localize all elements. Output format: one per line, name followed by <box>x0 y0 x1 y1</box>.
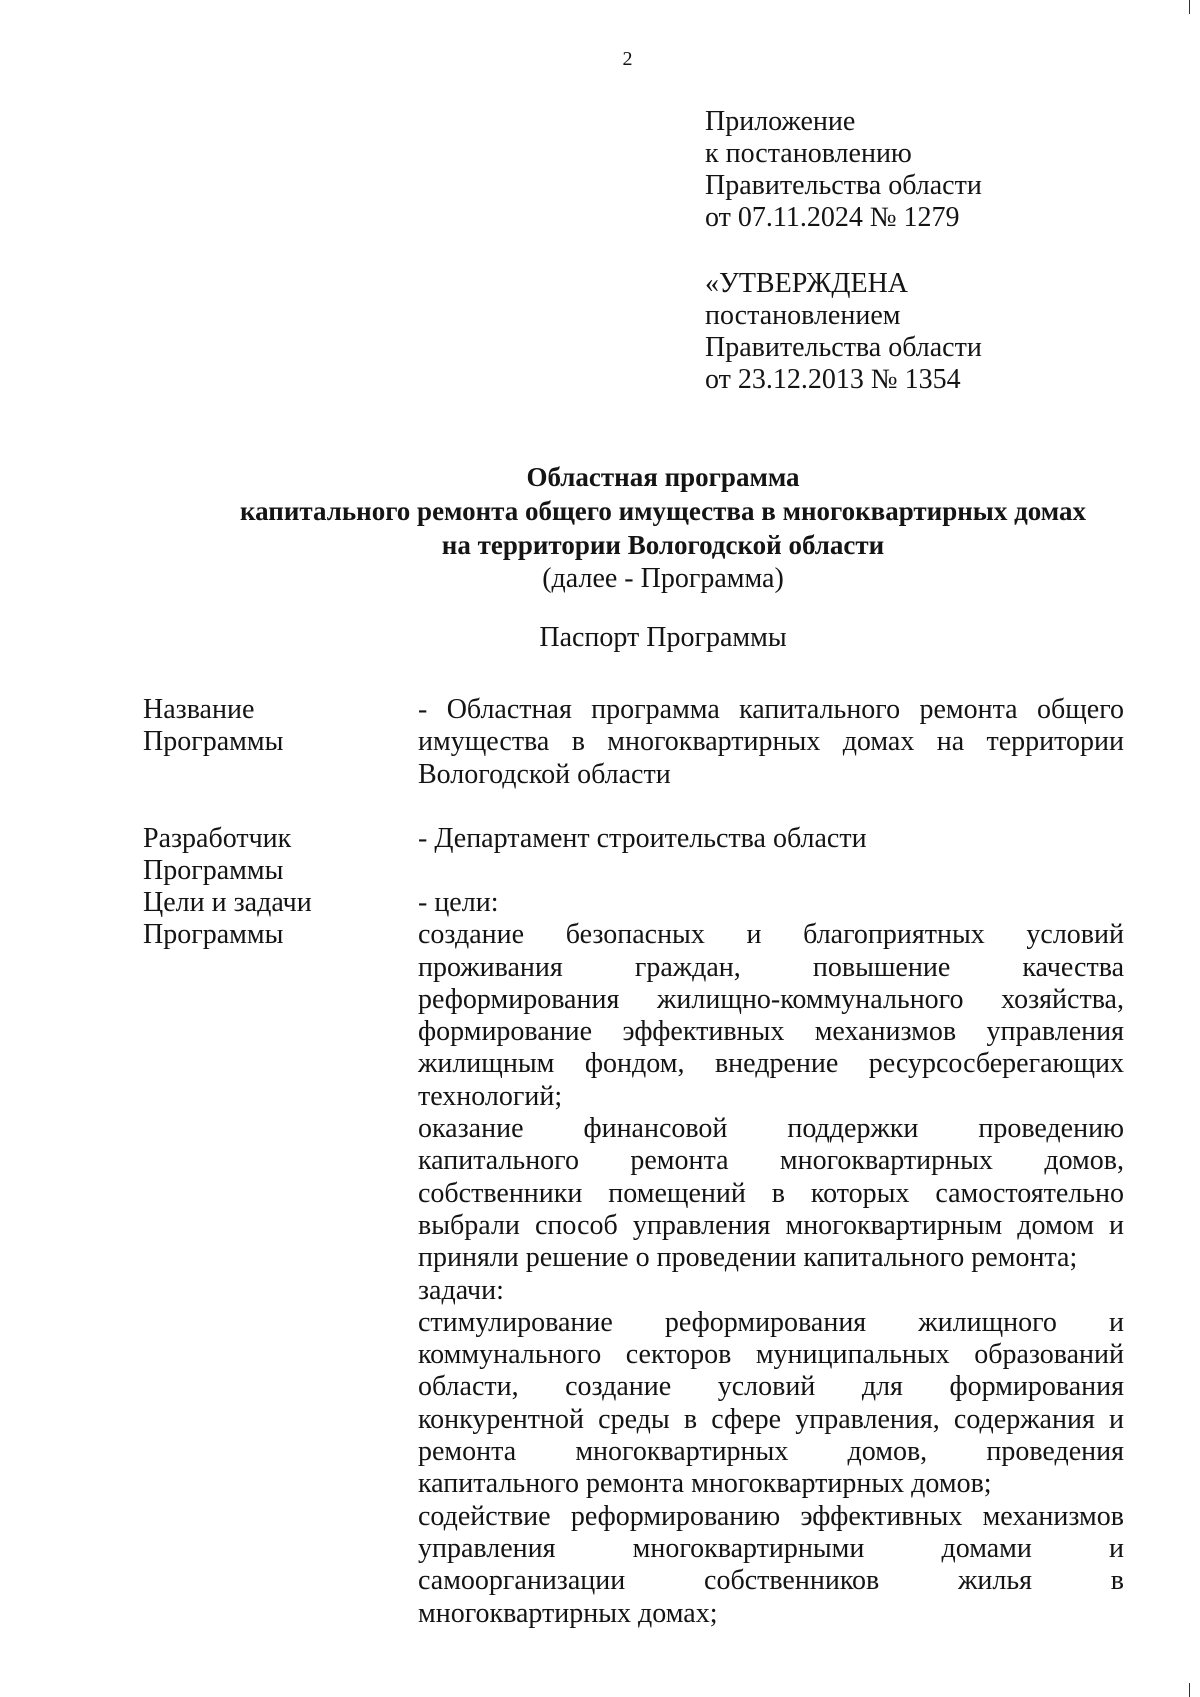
passport-row-label <box>143 887 312 951</box>
label-line: Разработчик <box>143 823 292 854</box>
value-paragraph: содействие реформированию эффективных механизмов управления многоквартирными домами и самоорганизации собственников жилья в многоквартирных домах; <box>418 1500 1124 1629</box>
value-paragraph: стимулирование реформирования жилищного и коммунального секторов муниципальных образований области, создание условий для формирования конкурентной среды в сфере управления, содержания и ремонта многоквартирных домов, проведения капитального ремонта многоквартирных домов; <box>418 1306 1124 1500</box>
value-paragraph: - Областная программа капитального ремонта общего имущества в многоквартирных домах на территории Вологодской области <box>418 694 1124 790</box>
value-paragraph: создание безопасных и благоприятных условий проживания граждан, повышение качества реформирования жилищно-коммунального хозяйства, формирование эффективных механизмов управления жилищным фондом, внедрение ресурсосберегающих технологий; <box>418 919 1124 1112</box>
label-line: Программы <box>143 726 284 757</box>
value-paragraph: задачи: <box>418 1274 504 1306</box>
label-line: Название <box>143 694 255 725</box>
passport-row-value <box>418 823 1124 855</box>
passport-row-label <box>143 823 291 887</box>
title-line: на территории Вологодской области <box>441 530 885 560</box>
scan-edge-mark <box>1189 0 1190 14</box>
label-line: Программы <box>143 855 284 886</box>
annex-line: от 07.11.2024 № 1279 <box>705 202 960 233</box>
approval-line: «УТВЕРЖДЕНА <box>705 268 909 299</box>
passport-heading: Паспорт Программы <box>539 622 787 653</box>
page-number: 2 <box>622 48 633 70</box>
passport-row-label <box>143 694 283 758</box>
title-line: Областная программа <box>526 462 800 492</box>
approval-block <box>705 268 982 396</box>
approval-line: Правительства области <box>705 332 982 363</box>
approval-line: постановлением <box>705 300 901 331</box>
scan-edge-mark <box>1189 1683 1190 1697</box>
annex-line: к постановлению <box>705 138 912 169</box>
approval-line: от 23.12.2013 № 1354 <box>705 364 961 395</box>
document-title <box>0 460 1200 596</box>
annex-line: Приложение <box>705 106 856 137</box>
passport-row-value <box>418 887 1124 1630</box>
annex-block <box>705 106 982 234</box>
passport-row-value <box>418 694 1124 791</box>
value-paragraph: - Департамент строительства области <box>418 823 867 854</box>
value-paragraph: - цели: <box>418 887 499 918</box>
title-subtitle: (далее - Программа) <box>542 563 784 594</box>
title-line: капитального ремонта общего имущества в многоквартирных домах <box>240 496 1086 526</box>
annex-line: Правительства области <box>705 170 982 201</box>
label-line: Цели и задачи <box>143 887 312 918</box>
value-paragraph: оказание финансовой поддержки проведению капитального ремонта многоквартирных домов, собственники помещений в которых самостоятельно выбрали способ управления многоквартирным домом и приняли решение о проведении капитального ремонта; <box>418 1113 1124 1274</box>
label-line: Программы <box>143 919 284 950</box>
